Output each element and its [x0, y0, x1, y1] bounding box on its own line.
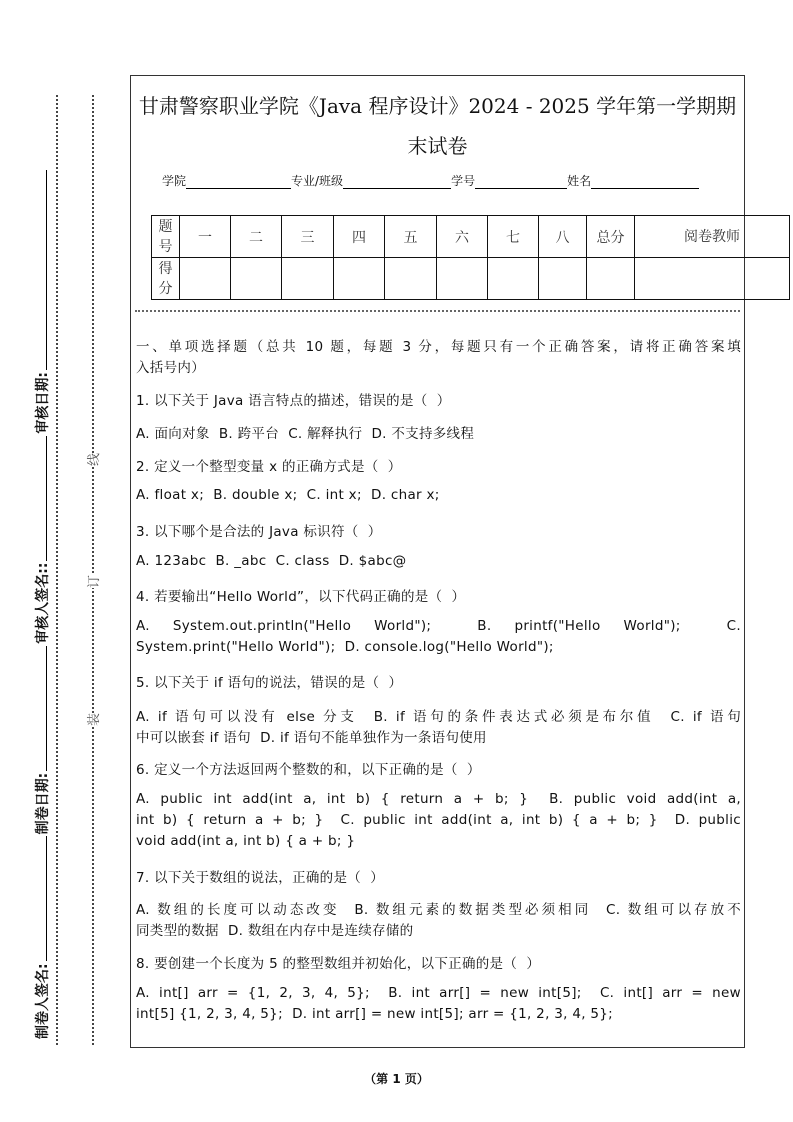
- answer-options: A. float x; B. double x; C. int x; D. char x;: [136, 487, 440, 503]
- answer-options: A. if 语句可以没有 else 分支 B. if 语句的条件表达式必须是布尔值 C. if 语句: [136, 709, 741, 725]
- answer-options: 中可以嵌套 if 语句 D. if 语句不能单独作为一条语句使用: [136, 730, 487, 746]
- major-class-label: 专业/班级: [291, 174, 344, 188]
- answer-options: A. 面向对象 B. 跨平台 C. 解释执行 D. 不支持多线程: [136, 426, 475, 442]
- row-label-score: 得分: [152, 258, 180, 300]
- answer-options: 同类型的数据 D. 数组在内存中是连续存储的: [136, 923, 414, 939]
- col-header: 二: [231, 216, 282, 258]
- question-text: 8. 要创建一个长度为 5 的整型数组并初始化，以下正确的是（ ）: [136, 956, 541, 972]
- col-header: 四: [334, 216, 385, 258]
- score-cell: [437, 258, 488, 300]
- question-text: 6. 定义一个方法返回两个整数的和，以下正确的是（ ）: [136, 762, 481, 778]
- col-header: 八: [539, 216, 587, 258]
- score-cell: [334, 258, 385, 300]
- score-cell: [385, 258, 437, 300]
- answer-options: A. public int add(int a, int b) { return a + b; } B. public void add(int a,: [136, 791, 741, 807]
- answer-options: int b) { return a + b; } C. public int add(int a, int b) { a + b; } D. public: [136, 812, 741, 828]
- question-text: 4. 若要输出“Hello World”，以下代码正确的是（ ）: [136, 589, 466, 605]
- binding-signature-strip: [30, 65, 52, 1045]
- student-info: [162, 172, 699, 189]
- row-label-question: 题号: [152, 216, 180, 258]
- preparer-signature-line: [45, 836, 47, 961]
- review-date-label: 审核日期:: [35, 371, 51, 434]
- preparer-signature-label: 制卷人签名:: [35, 963, 51, 1039]
- page-number: （第 1 页）: [364, 1072, 429, 1086]
- answer-options: int[5] {1, 2, 3, 4, 5}; D. int arr[] = new int[5]; arr = {1, 2, 3, 4, 5};: [136, 1006, 614, 1022]
- binding-mark-ding: 订: [83, 575, 102, 588]
- answer-options: A. int[] arr = {1, 2, 3, 4, 5}; B. int arr[] = new int[5]; C. int[] arr = new: [136, 985, 741, 1001]
- name-field[interactable]: [591, 174, 699, 189]
- score-cell: [180, 258, 231, 300]
- score-cell: [282, 258, 334, 300]
- major-class-field[interactable]: [343, 174, 451, 189]
- binding-mark-zhuang: 装: [83, 713, 102, 726]
- col-header: 一: [180, 216, 231, 258]
- binding-mark-xian: 线: [83, 453, 102, 466]
- college-field[interactable]: [186, 174, 291, 189]
- college-label: 学院: [162, 174, 187, 188]
- student-id-field[interactable]: [475, 174, 567, 189]
- score-cell: [635, 258, 790, 300]
- answer-options: A. 123abc B. _abc C. class D. $abc@: [136, 553, 407, 569]
- score-cell: [488, 258, 539, 300]
- section-heading: 一、单项选择题（总共 10 题，每题 3 分，每题只有一个正确答案，请将正确答案填: [136, 339, 741, 355]
- col-header: 七: [488, 216, 539, 258]
- col-header: 总分: [587, 216, 635, 258]
- question-text: 3. 以下哪个是合法的 Java 标识符（ ）: [136, 524, 382, 540]
- question-text: 2. 定义一个整型变量 x 的正确方式是（ ）: [136, 459, 402, 475]
- exam-title: 甘肃警察职业学院《Java 程序设计》2024 - 2025 学年第一学期期: [138, 94, 737, 118]
- binding-dotted-line: [56, 95, 58, 1045]
- preparer-date-label: 制卷日期:: [35, 772, 51, 835]
- preparer-date-line: [45, 646, 47, 771]
- answer-options: A. System.out.println("Hello World"); B. printf("Hello World"); C.: [136, 618, 741, 634]
- col-header: 阅卷教师: [635, 216, 790, 258]
- exam-title-cont: 末试卷: [407, 134, 468, 158]
- answer-options: void add(int a, int b) { a + b; }: [136, 833, 356, 849]
- score-cell: [539, 258, 587, 300]
- answer-options: System.print("Hello World"); D. console.log("Hello World");: [136, 639, 554, 655]
- student-id-label: 学号: [451, 174, 476, 188]
- question-text: 5. 以下关于 if 语句的说法，错误的是（ ）: [136, 675, 403, 691]
- col-header: 五: [385, 216, 437, 258]
- question-text: 7. 以下关于数组的说法，正确的是（ ）: [136, 870, 385, 886]
- name-label: 姓名: [567, 174, 592, 188]
- score-table: [151, 215, 790, 300]
- question-text: 1. 以下关于 Java 语言特点的描述，错误的是（ ）: [136, 393, 451, 409]
- col-header: 六: [437, 216, 488, 258]
- score-cell: [587, 258, 635, 300]
- reviewer-signature-line: [45, 436, 47, 561]
- score-cell: [231, 258, 282, 300]
- reviewer-signature-label: 审核人签名::: [35, 562, 51, 644]
- answer-options: A. 数组的长度可以动态改变 B. 数组元素的数据类型必须相同 C. 数组可以存放不: [136, 902, 741, 918]
- divider: [135, 310, 740, 312]
- col-header: 三: [282, 216, 334, 258]
- review-date-line: [45, 170, 47, 370]
- binding-dotted-line: [92, 95, 94, 1045]
- section-heading: 入括号内）: [136, 360, 205, 376]
